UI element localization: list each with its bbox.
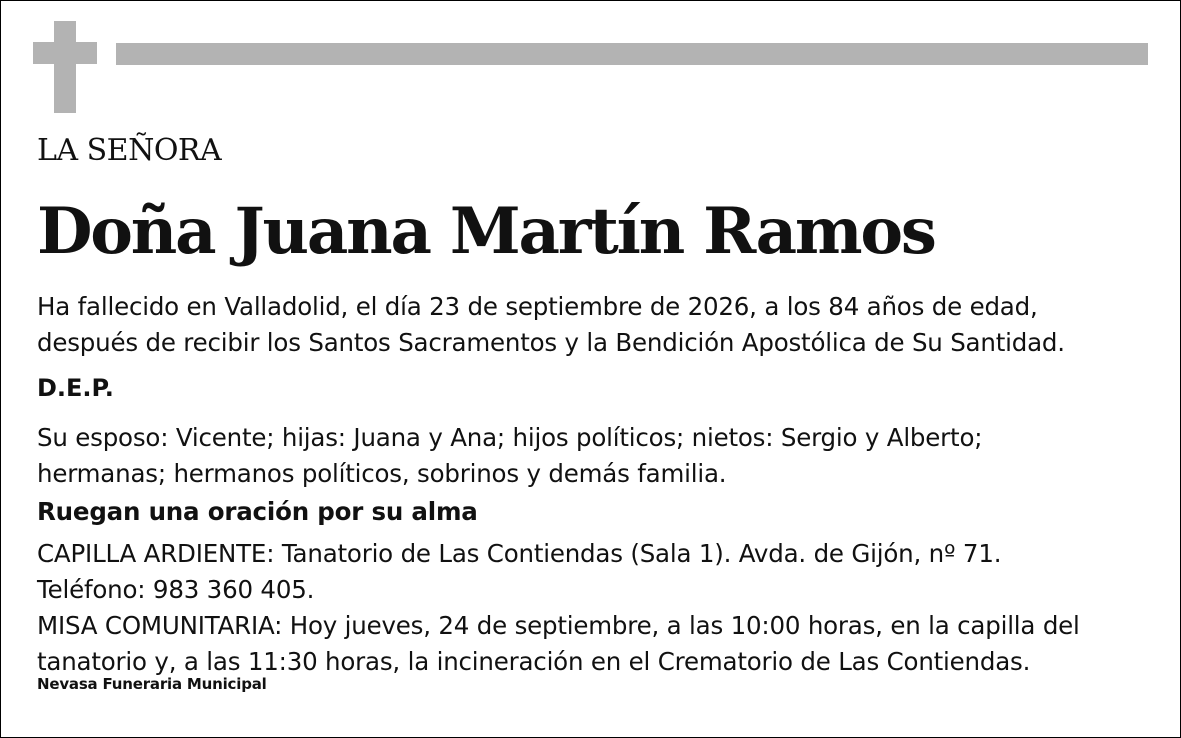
family-line-2: hermanas; hermanos políticos, sobrinos y demás familia. (37, 459, 727, 488)
title-prefix: LA SEÑORA (37, 133, 222, 168)
details-line-4: tanatorio y, a las 11:30 horas, la incineración en el Crematorio de Las Contiendas. (37, 647, 1031, 676)
cross-icon-vertical (54, 21, 76, 113)
announcement-line-2: después de recibir los Santos Sacramentos y la Bendición Apostólica de Su Santidad. (37, 328, 1065, 357)
details-line-2: Teléfono: 983 360 405. (37, 575, 315, 604)
announcement-paragraph (37, 289, 1065, 361)
header-rule (116, 43, 1148, 65)
announcement-line-1: Ha fallecido en Valladolid, el día 23 de septiembre de 2026, a los 84 años de edad, (37, 292, 1038, 321)
family-paragraph (37, 420, 982, 492)
details-paragraph (37, 536, 1080, 680)
details-line-1: CAPILLA ARDIENTE: Tanatorio de Las Contiendas (Sala 1). Avda. de Gijón, nº 71. (37, 539, 1002, 568)
family-line-1: Su esposo: Vicente; hijas: Juana y Ana; hijos políticos; nietos: Sergio y Alberto; (37, 423, 983, 452)
dep-label: D.E.P. (37, 374, 114, 402)
prayer-request: Ruegan una oración por su alma (37, 497, 478, 526)
funeral-home-name: Nevasa Funeraria Municipal (37, 675, 267, 693)
deceased-name: Doña Juana Martín Ramos (37, 194, 935, 269)
details-line-3: MISA COMUNITARIA: Hoy jueves, 24 de septiembre, a las 10:00 horas, en la capilla del (37, 611, 1080, 640)
cross-icon-horizontal (33, 42, 97, 64)
